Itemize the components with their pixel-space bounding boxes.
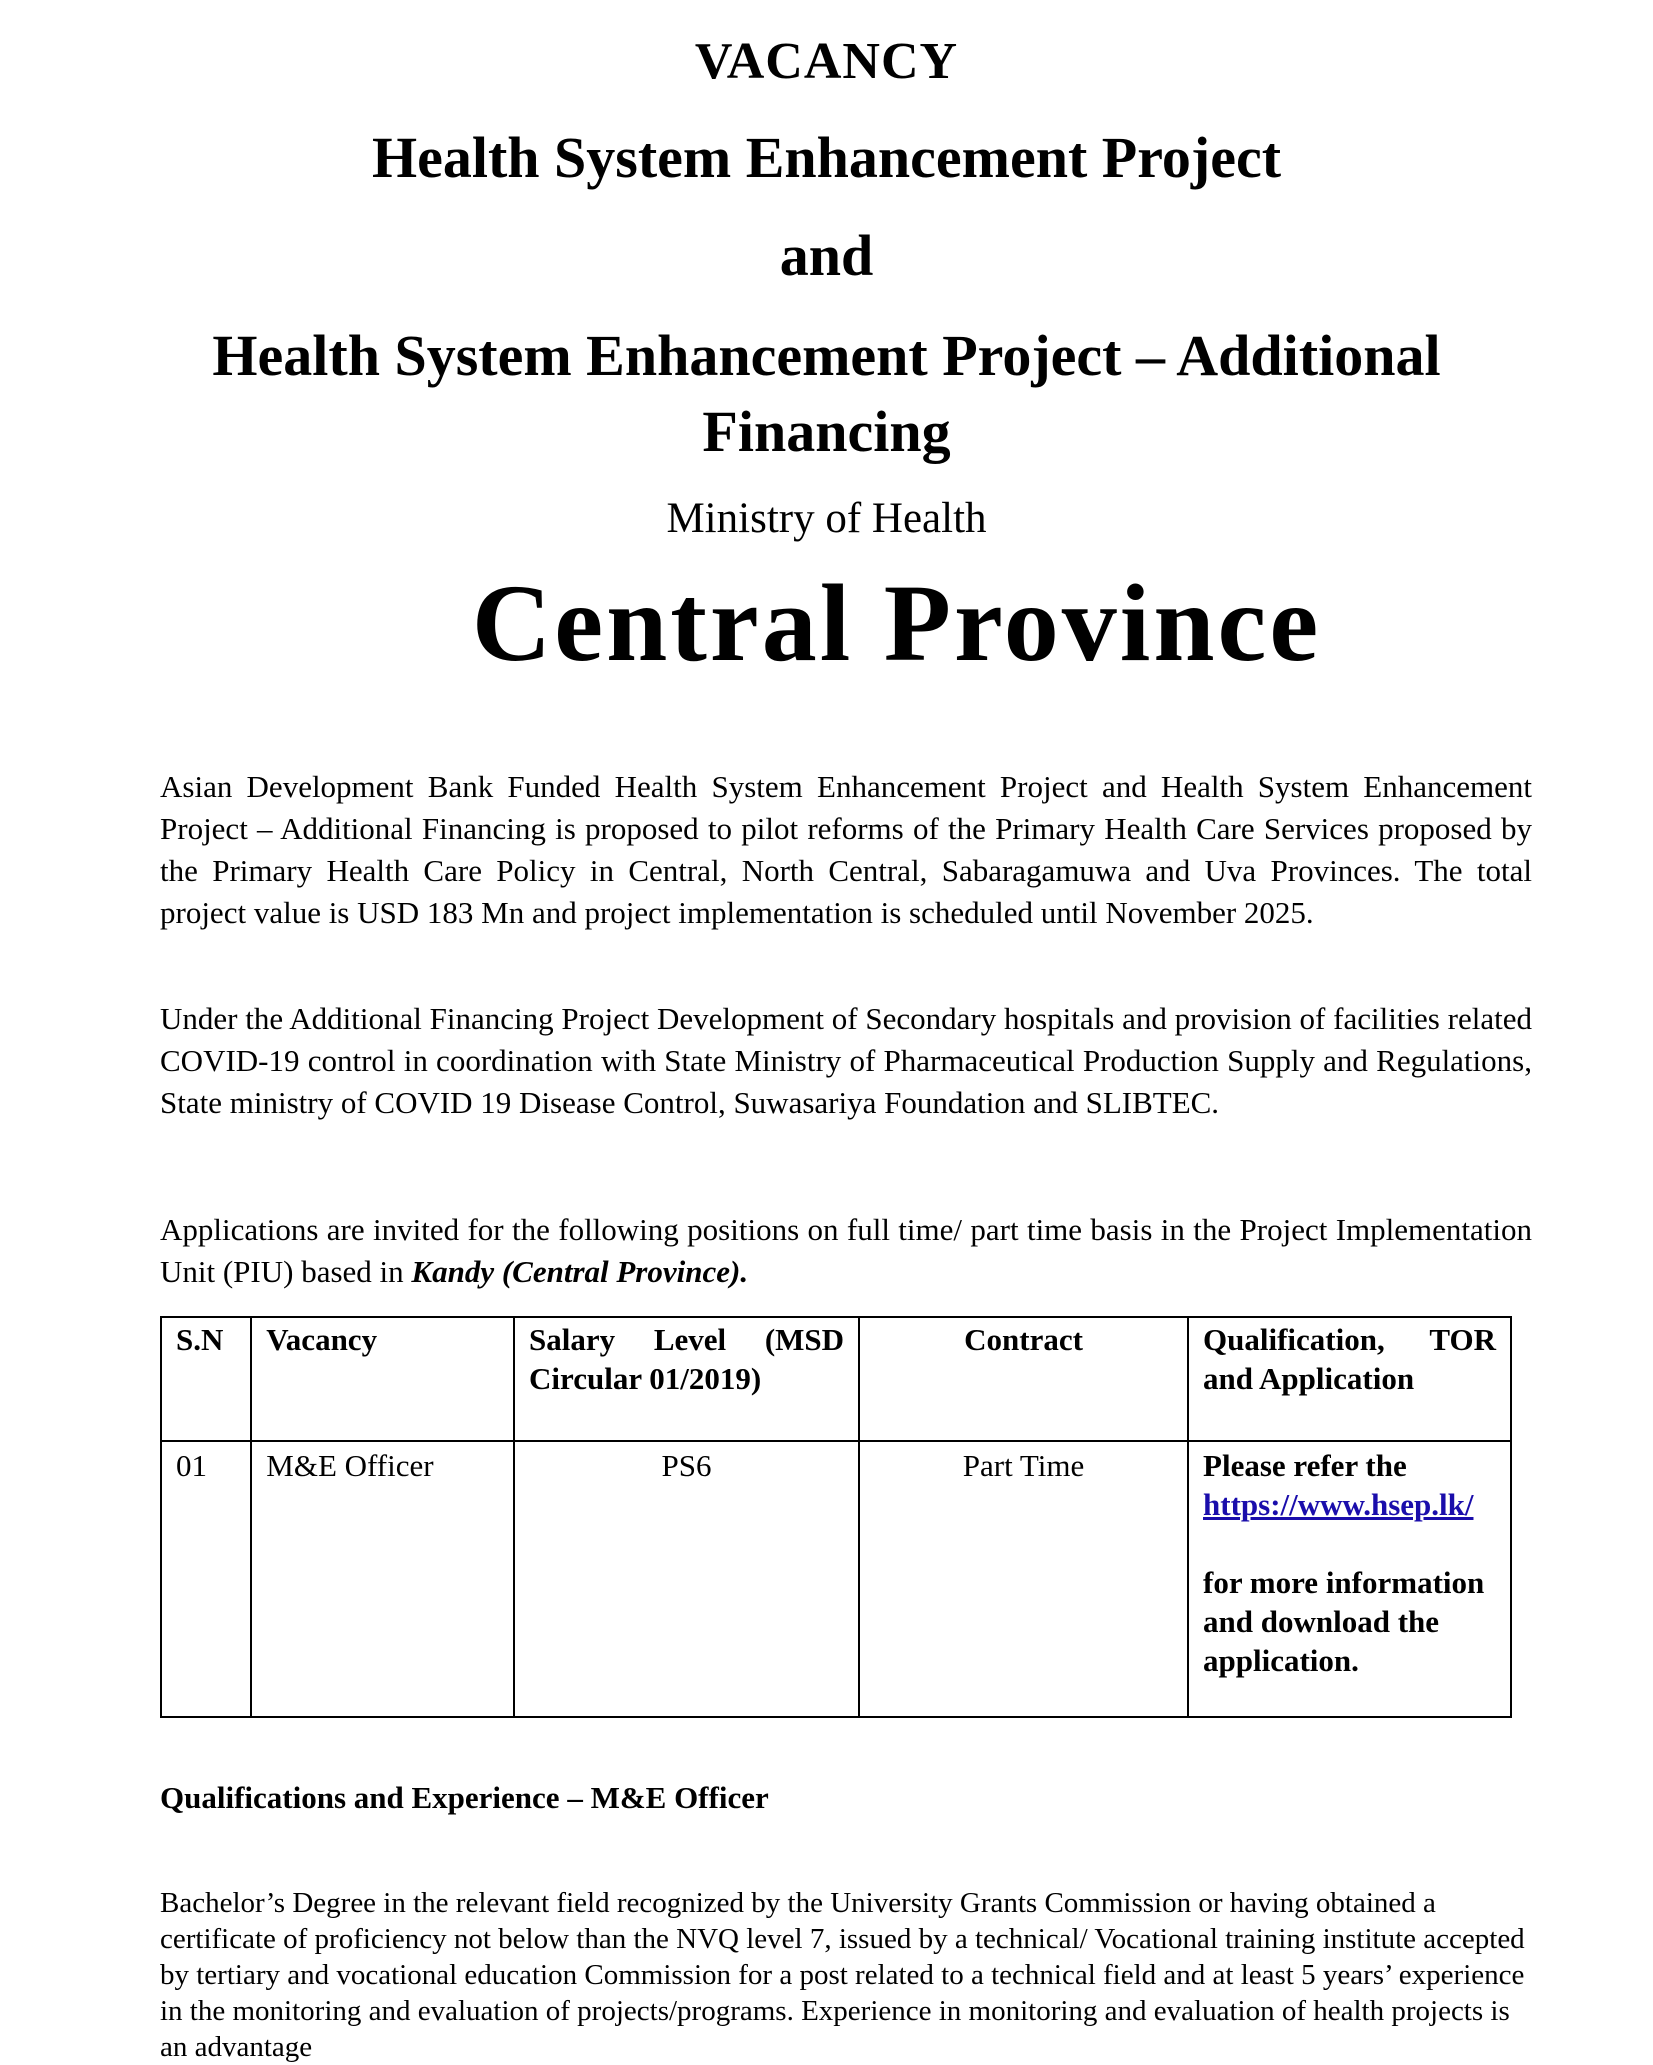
vacancy-table — [160, 1316, 1512, 1718]
qualifications-heading: Qualifications and Experience – M&E Officer — [160, 1780, 769, 1815]
ministry-name: Ministry of Health — [666, 495, 987, 542]
cell-salary: PS6 — [514, 1441, 859, 1717]
table-row — [161, 1441, 1511, 1717]
cell-sn: 01 — [161, 1441, 251, 1717]
project-title: Health System Enhancement Project — [371, 125, 1282, 190]
additional-financing-title: Health System Enhancement Project – Additional — [212, 323, 1441, 388]
header-salary: Salary Level (MSD Circular 01/2019) — [514, 1317, 859, 1441]
qual-suffix: for more information and download the application. — [1203, 1565, 1485, 1678]
table-header-row — [161, 1317, 1511, 1441]
applications-text: Applications are invited for the following positions on full time/ part time basis in the Project Implementation Unit (PIU) based in — [160, 1212, 1532, 1289]
qual-spacer — [1203, 1524, 1496, 1563]
header-vacancy: Vacancy — [251, 1317, 514, 1441]
hsep-website-link[interactable]: https://www.hsep.lk/ — [1203, 1487, 1474, 1522]
vacancy-title: VACANCY — [694, 33, 959, 90]
cell-qualification — [1188, 1441, 1511, 1717]
applications-paragraph — [160, 1209, 1532, 1293]
applications-location: Kandy (Central Province). — [411, 1254, 749, 1289]
cell-vacancy: M&E Officer — [251, 1441, 514, 1717]
header-sn: S.N — [161, 1317, 251, 1441]
covid-paragraph: Under the Additional Financing Project Development of Secondary hospitals and provision of facilities related COVID-19 control in coordination with State Ministry of Pharmaceutical Production Supply and Regulations, State ministry of COVID 19 Disease Control, Suwasariya Foundation and SLIBTEC. — [160, 1001, 1532, 1120]
header-contract: Contract — [859, 1317, 1188, 1441]
additional-financing-title-cont: Financing — [702, 399, 951, 464]
qual-prefix: Please refer the — [1203, 1448, 1407, 1483]
header-qualification: Qualification, TOR and Application — [1188, 1317, 1511, 1441]
province-title: Central Province — [471, 562, 1322, 684]
and-connector: and — [779, 223, 874, 288]
intro-paragraph: Asian Development Bank Funded Health System Enhancement Project and Health System Enhancement Project – Additional Financing is proposed to pilot reforms of the Primary Health Care Services proposed by the Primary Health Care Policy in Central, North Central, Sabaragamuwa and Uva Provinces. The total project value is USD 183 Mn and project implementation is scheduled until November 2025. — [160, 769, 1532, 930]
qualifications-body: Bachelor’s Degree in the relevant field recognized by the University Grants Commission or having obtained a certificate of proficiency not below than the NVQ level 7, issued by a technical/ Vocational training institute accepted by tertiary and vocational education Commission for a post related to a technical field and at least 5 years’ experience in the monitoring and evaluation of projects/programs. Experience in monitoring and evaluation of health projects is an advantage — [160, 1887, 1525, 2063]
cell-contract: Part Time — [859, 1441, 1188, 1717]
